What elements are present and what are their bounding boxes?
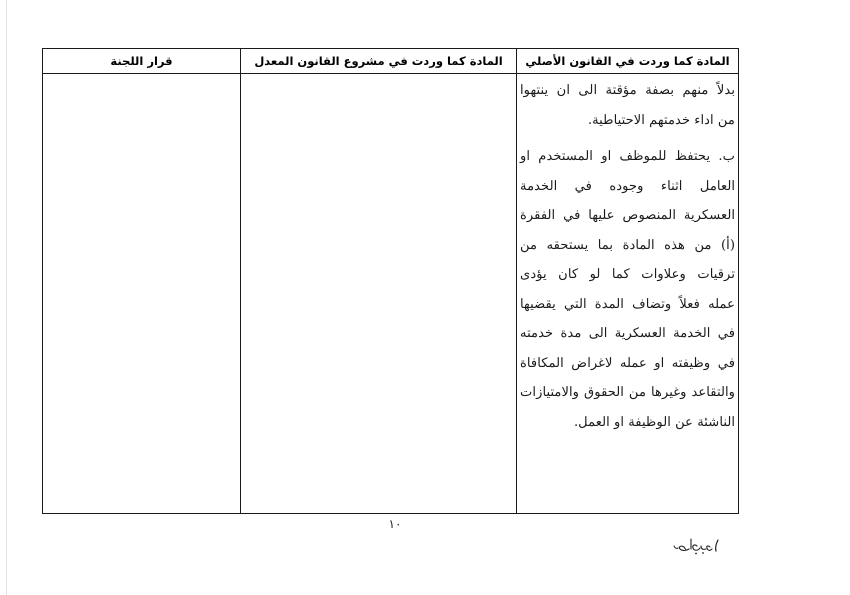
committee-decision-cell xyxy=(43,74,241,514)
table-header-row xyxy=(43,49,739,74)
text-line: الناشئة عن الوظيفة او العمل. xyxy=(573,414,735,430)
page-number: ١٠ xyxy=(388,517,402,531)
handwritten-signature xyxy=(672,534,722,556)
text-line: (أ) من هذه المادة بما يستحقه من xyxy=(520,237,735,253)
text-line: من اداء خدمتهم الاحتياطية. xyxy=(587,112,735,128)
text-line: العسكرية المنصوص عليها في الفقرة xyxy=(520,208,735,223)
header-committee-decision: قرار اللجنة xyxy=(43,49,241,74)
original-law-cell xyxy=(517,74,739,514)
text-line: والتقاعد وغيرها من الحقوق والامتيازات xyxy=(520,385,735,400)
original-paragraph-1 xyxy=(520,76,735,135)
text-line: عمله فعلاً وتضاف المدة التي يقضيها xyxy=(520,296,735,312)
text-line: بدلاً منهم بصفة مؤقتة الى ان ينتهوا xyxy=(520,83,735,98)
text-line: العامل اثناء وجوده في الخدمة xyxy=(520,178,735,194)
text-line: في الخدمة العسكرية الى مدة خدمته xyxy=(520,326,735,341)
header-original-law: المادة كما وردت في القانون الأصلي xyxy=(517,49,739,74)
text-line: ترقيات وعلاوات كما لو كان يؤدى xyxy=(520,267,735,282)
original-paragraph-2 xyxy=(520,142,735,437)
comparison-table xyxy=(42,48,739,514)
header-amended-draft: المادة كما وردت في مشروع القانون المعدل xyxy=(241,49,517,74)
text-line: ب. يحتفظ للموظف او المستخدم او xyxy=(520,149,735,164)
amended-draft-cell xyxy=(241,74,517,514)
text-line: في وظيفته او عمله لاغراض المكافاة xyxy=(520,355,735,371)
table-body-row xyxy=(43,74,739,514)
scan-edge-line xyxy=(6,0,7,595)
